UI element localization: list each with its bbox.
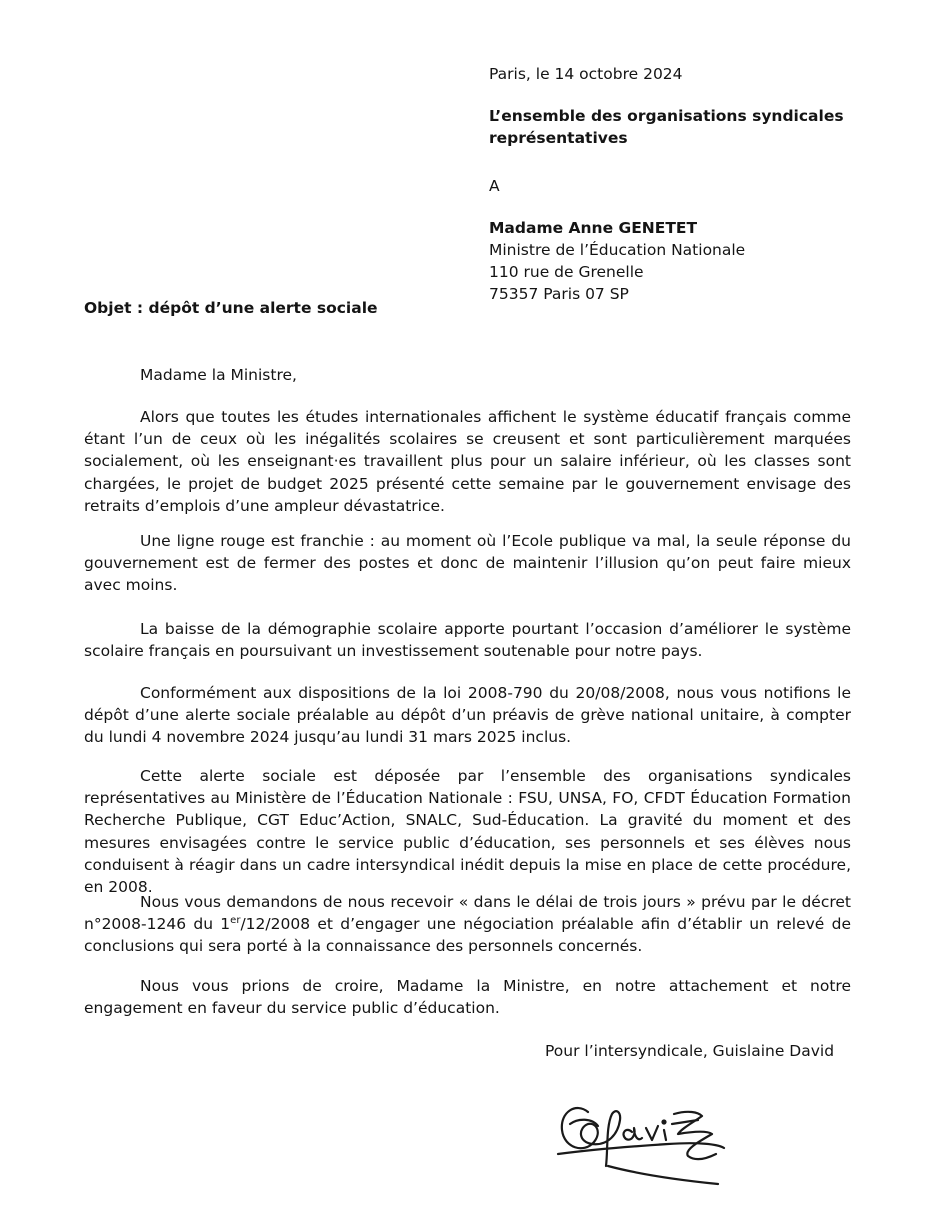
sender-line-2: représentatives (489, 129, 628, 147)
body-paragraph-3: La baisse de la démographie scolaire apporte pourtant l’occasion d’améliorer le système scolaire français en poursuivant un investissement soutenable pour notre pays. (84, 620, 851, 661)
decree-ordinal-superscript: er (230, 915, 241, 927)
salutation: Madame la Ministre, (140, 366, 297, 384)
recipient-street: 110 rue de Grenelle (489, 263, 644, 281)
recipient-title: Ministre de l’Éducation Nationale (489, 241, 746, 259)
subject-line: Objet : dépôt d’une alerte sociale (84, 299, 378, 317)
recipient-name: Madame Anne GENETET (489, 219, 698, 237)
body-paragraph-4: Conformément aux dispositions de la loi 2008-790 du 20/08/2008, nous vous notifions le dépôt d’une alerte sociale préalable au dépôt d’un préavis de grève national unitaire, à compter du lundi 4 novembre 2024 jusqu’au lundi 31 mars 2025 inclus. (84, 684, 851, 747)
signoff-line: Pour l’intersyndicale, Guislaine David (545, 1042, 835, 1060)
body-paragraph-1: Alors que toutes les études internationales affichent le système éducatif français comme étant l’un de ceux où les inégalités scolaires se creusent et sont particulièrement marquées socialement, où les enseignant·es travaillent plus pour un salaire inférieur, où les classes sont chargées, le projet de budget 2025 présenté cette semaine par le gouvernement envisage des retraits d’emplois d’une ampleur dévastatrice. (84, 408, 851, 515)
decree-text-start: Nous vous demandons de nous recevoir « dans le délai de trois jours » prévu par le décret n°2008-1246 du 1 (84, 893, 851, 934)
sender-recipient-block (489, 105, 889, 305)
to-marker: A (489, 177, 500, 195)
sender-line-1: L’ensemble des organisations syndicales (489, 107, 844, 125)
closing-paragraph: Nous vous prions de croire, Madame la Ministre, en notre attachement et notre engagement en faveur du service public d’éducation. (84, 977, 851, 1018)
body-paragraph-5: Cette alerte sociale est déposée par l’ensemble des organisations syndicales représentatives au Ministère de l’Éducation Nationale : FSU, UNSA, FO, CFDT Éducation Formation Recherche Publique, CGT Educ’Action, SNALC, Sud-Éducation. La gravité du moment et des mesures envisagées contre le service public d’éducation, ses personnels et ses élèves nous conduisent à réagir dans un cadre intersyndical inédit depuis la mise en place de cette procédure, en 2008. (84, 767, 851, 897)
body-paragraph-2: Une ligne rouge est franchie : au moment où l’Ecole publique va mal, la seule réponse du gouvernement est de fermer des postes et donc de maintenir l’illusion qu’on peut faire mieux avec moins. (84, 532, 851, 595)
recipient-city: 75357 Paris 07 SP (489, 285, 629, 303)
handwritten-signature (548, 1084, 738, 1194)
place-date: Paris, le 14 octobre 2024 (489, 65, 683, 83)
body-paragraph-6 (84, 891, 851, 958)
decree-text-end: /12/2008 et d’engager une négociation préalable afin d’établir un relevé de conclusions qui sera porté à la connaissance des personnels concernés. (84, 915, 851, 956)
letter-body (84, 406, 851, 517)
